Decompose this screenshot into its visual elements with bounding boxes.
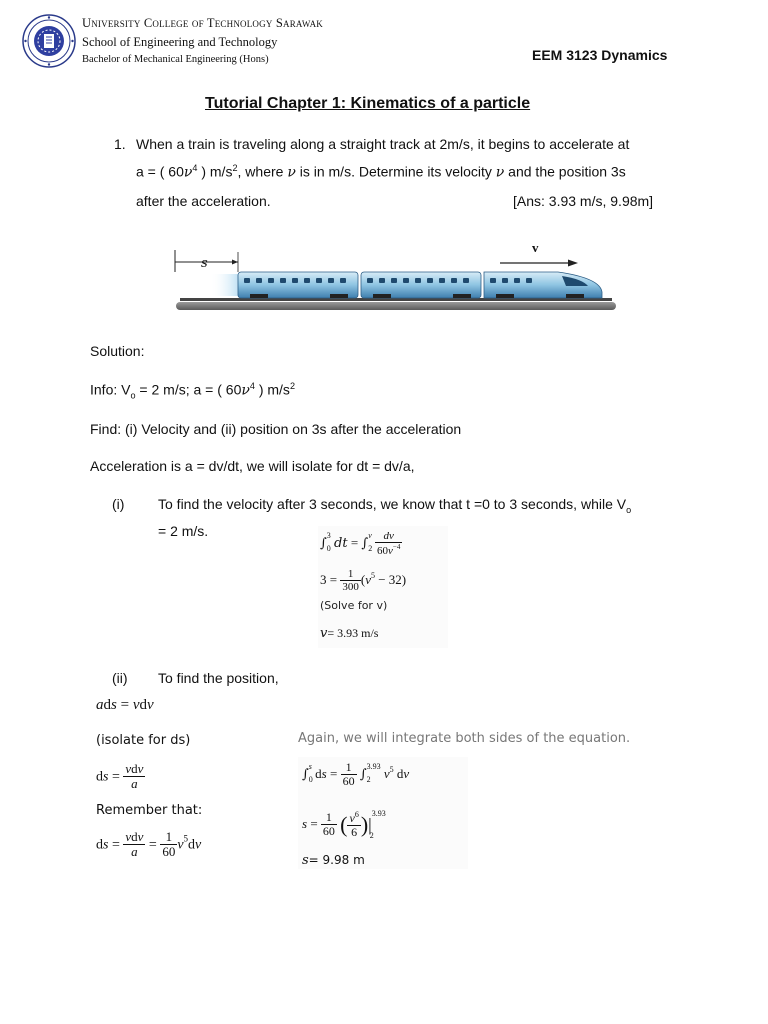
- part-i-text: To find the velocity after 3 seconds, we know that t =0 to 3 seconds, while $V_o$: [158, 496, 632, 515]
- integral-equation-i: $\int_0^3$ dt = $\int_2^v$ $\frac{dv}{60v^{-4}}$: [320, 530, 401, 558]
- school-name: School of Engineering and Technology: [82, 35, 278, 49]
- v-label: v: [532, 240, 539, 255]
- part-i-label: (i): [112, 496, 125, 512]
- ds-expanded-equation: ds = $\frac{\text{vdv}}{a}$ = $\frac{1}{60}$ $v^5dv$: [96, 829, 202, 860]
- train-figure: [170, 236, 620, 326]
- isolate-note: (isolate for ds): [96, 733, 191, 748]
- result-equation-i: 3 = $\frac{1}{300}$ $(v^5 - 32)$: [320, 568, 407, 594]
- integral-equation-ii: $\int_0^s$ ds = $\frac{1}{60}$ $\int_2^{3.93}$ $v^5$ dv: [302, 760, 410, 789]
- integrate-note: Again, we will integrate both sides of the equation.: [298, 731, 631, 746]
- question-line-3: after the acceleration.: [136, 193, 271, 209]
- question-line-1: When a train is traveling along a straight track at 2m/s, it begins to accelerate at: [136, 136, 630, 152]
- remember-note: Remember that:: [96, 803, 203, 818]
- part-ii-label: (ii): [112, 670, 128, 686]
- university-name: University College of Technology Sarawak: [82, 16, 323, 30]
- info-line: Info: $V_o = 2$ m/s; a = ( $60\nu^4$ ) $m/s^2$: [90, 381, 295, 401]
- train-illustration: [170, 236, 620, 326]
- position-result: s= 9.98 m: [302, 853, 365, 868]
- part-ii-equations: [298, 757, 468, 869]
- program-name: Bachelor of Mechanical Engineering (Hons): [82, 54, 269, 65]
- part-i-text-cont: = 2 m/s.: [158, 523, 209, 539]
- solution-heading: Solution:: [90, 343, 145, 359]
- page-title: Tutorial Chapter 1: Kinematics of a particle: [205, 95, 531, 112]
- acceleration-line: Acceleration is a = dv/dt, we will isolate for dt = dv/a,: [90, 458, 415, 474]
- velocity-result: v= 3.93 m/s: [320, 626, 379, 641]
- part-i-equations: [318, 526, 448, 648]
- s-label: s: [201, 256, 208, 271]
- college-seal-icon: [22, 14, 76, 68]
- college-logo: [22, 14, 76, 68]
- position-equation: s = $\frac{1}{60}$ ( $\frac{v^6}{6}$ )$|^{3.93}_2$: [302, 809, 386, 840]
- answer-text: [Ans: 3.93 m/s, 9.98m]: [513, 193, 654, 209]
- course-code: EEM 3123 Dynamics: [532, 47, 668, 63]
- question-line-2: a = ( $60\nu^4$ ) $m/s^2$, where ν is in m/s. Determine its velocity ν and the position 3s: [136, 163, 626, 181]
- ds-equation: ds = $\frac{\text{vdv}}{a}$: [96, 761, 144, 792]
- find-line: Find: (i) Velocity and (ii) position on 3s after the acceleration: [90, 421, 462, 437]
- solve-hint: (Solve for v): [320, 599, 388, 612]
- part-ii-text: To find the position,: [158, 670, 279, 686]
- ads-vdv-equation: ads = vdv: [96, 697, 154, 713]
- question-number: 1.: [114, 136, 126, 152]
